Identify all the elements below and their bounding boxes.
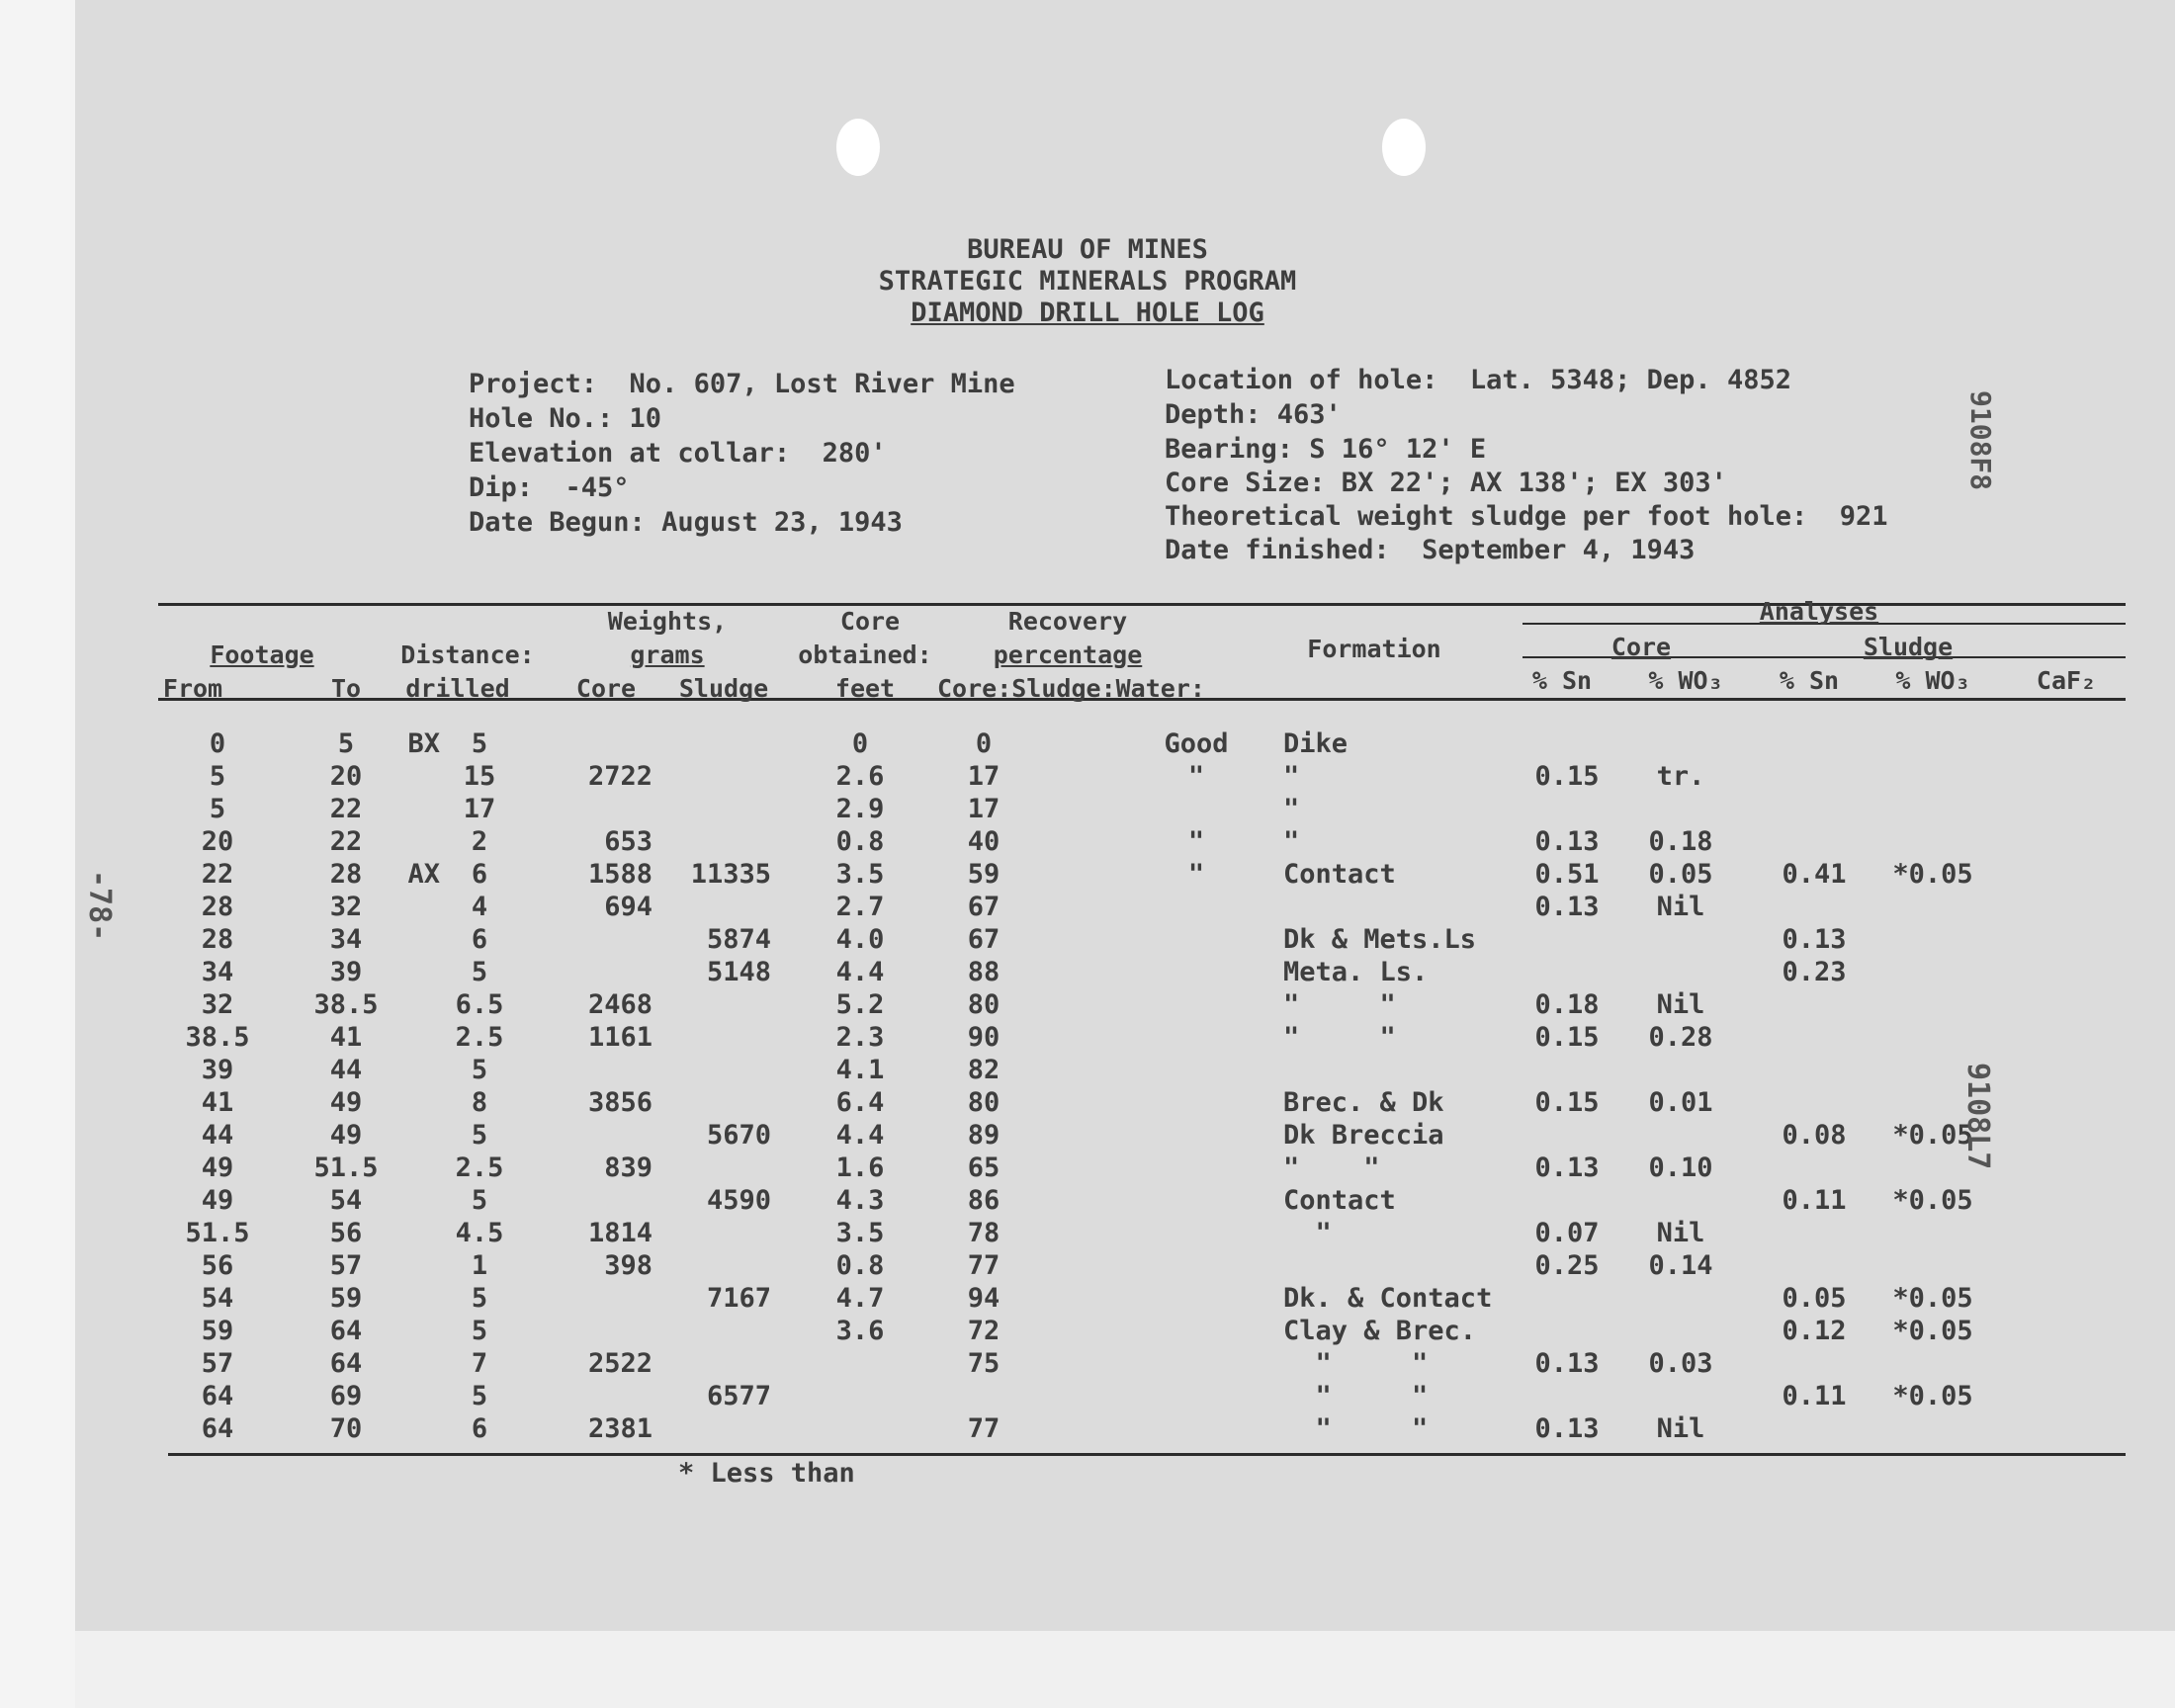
cell-swo3: *0.05: [1892, 1185, 1973, 1216]
cell-feet: 4.3: [835, 1185, 885, 1216]
header-log-title: DIAMOND DRILL HOLE LOG: [911, 298, 1264, 328]
cell-water: ": [1187, 859, 1205, 890]
cell-form: Contact: [1283, 859, 1396, 890]
cell-to: 22: [329, 794, 363, 824]
cell-wcore: 2722: [587, 761, 652, 792]
col-from: From: [162, 674, 223, 703]
cell-csn: 0.13: [1534, 892, 1600, 922]
cell-wcore: 2381: [587, 1413, 652, 1444]
cell-form: Brec. & Dk: [1283, 1087, 1444, 1118]
cell-form: Clay & Brec.: [1283, 1316, 1477, 1346]
cell-form: Meta. Ls.: [1283, 957, 1429, 987]
cell-rcore: 80: [967, 1087, 1000, 1118]
cell-feet: 0.8: [835, 1250, 885, 1281]
cell-dist: 5: [471, 1120, 488, 1151]
cell-to: 49: [329, 1120, 363, 1151]
scan-margin: [75, 1631, 2175, 1708]
cell-dist: 5: [471, 1283, 488, 1314]
cell-wcore: 694: [604, 892, 652, 922]
cell-form: Dike: [1283, 728, 1348, 759]
cell-cwo3: Nil: [1656, 1413, 1705, 1444]
cell-wcore: 1814: [587, 1218, 652, 1248]
cell-csn: 0.13: [1534, 826, 1600, 857]
cell-rcore: 82: [967, 1055, 1000, 1085]
cell-from: 49: [201, 1185, 234, 1216]
info-date-begun: Date Begun: August 23, 1943: [469, 507, 903, 538]
cell-form: ": [1283, 794, 1300, 824]
cell-to: 44: [329, 1055, 363, 1085]
cell-wcore: 1588: [587, 859, 652, 890]
cell-rcore: 67: [967, 924, 1000, 955]
cell-cwo3: 0.14: [1648, 1250, 1713, 1281]
cell-wsludge: 6577: [706, 1381, 771, 1411]
cell-feet: 1.6: [835, 1153, 885, 1183]
cell-feet: 4.4: [835, 957, 885, 987]
cell-from: 28: [201, 892, 234, 922]
cell-rcore: 89: [967, 1120, 1000, 1151]
cell-csn: 0.13: [1534, 1153, 1600, 1183]
stamp-number: 9108F8: [1964, 390, 1997, 491]
cell-ssn: 0.11: [1782, 1381, 1847, 1411]
col-drilled: drilled: [405, 674, 510, 703]
col-to: To: [330, 674, 362, 703]
cell-from: 5: [209, 794, 226, 824]
cell-wcore: 839: [604, 1153, 652, 1183]
cell-from: 22: [201, 859, 234, 890]
cell-feet: 5.2: [835, 989, 885, 1020]
punch-hole: [1382, 119, 1426, 176]
info-location: Location of hole: Lat. 5348; Dep. 4852: [1165, 365, 1791, 395]
col-analyses-sludge: Sludge: [1863, 633, 1954, 661]
cell-ssn: 0.13: [1782, 924, 1847, 955]
cell-cwo3: 0.10: [1648, 1153, 1713, 1183]
cell-form: ": [1283, 1218, 1332, 1248]
cell-dist: 17: [463, 794, 496, 824]
cell-dist: 8: [471, 1087, 488, 1118]
cell-csn: 0.15: [1534, 1022, 1600, 1053]
col-distance: Distance:: [400, 640, 535, 669]
cell-swo3: *0.05: [1892, 859, 1973, 890]
cell-dist: 2: [471, 826, 488, 857]
cell-feet: 0: [851, 728, 869, 759]
cell-csn: 0.51: [1534, 859, 1600, 890]
cell-from: 39: [201, 1055, 234, 1085]
col-analyses-core: Core: [1610, 633, 1672, 661]
cell-to: 20: [329, 761, 363, 792]
cell-rcore: 0: [975, 728, 993, 759]
cell-water: Good: [1164, 728, 1229, 759]
cell-from: 54: [201, 1283, 234, 1314]
cell-wcore: 653: [604, 826, 652, 857]
cell-feet: 4.4: [835, 1120, 885, 1151]
cell-csn: 0.15: [1534, 1087, 1600, 1118]
cell-dist: 2.5: [455, 1022, 504, 1053]
cell-ssn: 0.08: [1782, 1120, 1847, 1151]
cell-from: 38.5: [185, 1022, 250, 1053]
col-sludge-sn: % Sn: [1779, 666, 1840, 695]
info-bearing: Bearing: S 16° 12' E: [1165, 434, 1487, 465]
cell-to: 69: [329, 1381, 363, 1411]
cell-to: 56: [329, 1218, 363, 1248]
cell-wsludge: 11335: [690, 859, 771, 890]
table-bottom-rule: [168, 1453, 2126, 1456]
stamp-number: 9108L7: [1960, 1063, 1995, 1170]
cell-dist: 6: [471, 1413, 488, 1444]
cell-cwo3: Nil: [1656, 1218, 1705, 1248]
cell-wsludge: 5874: [706, 924, 771, 955]
cell-to: 64: [329, 1316, 363, 1346]
col-recovery-sub: Core:Sludge:Water:: [937, 674, 1205, 703]
cell-wcore: 2468: [587, 989, 652, 1020]
cell-wcore: 1161: [587, 1022, 652, 1053]
cell-dist: 5: [471, 1185, 488, 1216]
info-dip: Dip: -45°: [469, 472, 630, 503]
cell-feet: 4.1: [835, 1055, 885, 1085]
cell-from: 5: [209, 761, 226, 792]
cell-dist: 6.5: [455, 989, 504, 1020]
cell-feet: 2.3: [835, 1022, 885, 1053]
cell-form: " ": [1283, 1381, 1429, 1411]
header-program: STRATEGIC MINERALS PROGRAM: [878, 266, 1297, 297]
cell-feet: 2.9: [835, 794, 885, 824]
cell-to: 70: [329, 1413, 363, 1444]
col-percentage: percentage: [993, 640, 1143, 669]
cell-ssn: 0.11: [1782, 1185, 1847, 1216]
cell-feet: 3.5: [835, 1218, 885, 1248]
cell-from: 57: [201, 1348, 234, 1379]
cell-dist: 6: [471, 924, 488, 955]
cell-from: 41: [201, 1087, 234, 1118]
cell-cwo3: 0.03: [1648, 1348, 1713, 1379]
cell-wsludge: 5148: [706, 957, 771, 987]
cell-size: BX: [407, 728, 440, 759]
cell-feet: 3.6: [835, 1316, 885, 1346]
cell-dist: 5: [471, 1381, 488, 1411]
col-core-sn: % Sn: [1531, 666, 1593, 695]
cell-feet: 4.7: [835, 1283, 885, 1314]
cell-to: 54: [329, 1185, 363, 1216]
cell-from: 64: [201, 1413, 234, 1444]
cell-dist: 1: [471, 1250, 488, 1281]
cell-csn: 0.25: [1534, 1250, 1600, 1281]
cell-rcore: 94: [967, 1283, 1000, 1314]
cell-form: Dk. & Contact: [1283, 1283, 1493, 1314]
cell-rcore: 67: [967, 892, 1000, 922]
cell-csn: 0.07: [1534, 1218, 1600, 1248]
cell-to: 28: [329, 859, 363, 890]
info-date-finished: Date finished: September 4, 1943: [1165, 535, 1696, 565]
cell-ssn: 0.41: [1782, 859, 1847, 890]
cell-to: 41: [329, 1022, 363, 1053]
cell-rcore: 77: [967, 1413, 1000, 1444]
col-weight-sludge: Sludge: [678, 674, 769, 703]
cell-swo3: *0.05: [1892, 1381, 1973, 1411]
cell-from: 49: [201, 1153, 234, 1183]
cell-form: " ": [1283, 1348, 1429, 1379]
cell-to: 32: [329, 892, 363, 922]
cell-form: " ": [1283, 989, 1396, 1020]
footnote: * Less than: [678, 1458, 855, 1489]
cell-feet: 2.7: [835, 892, 885, 922]
cell-feet: 2.6: [835, 761, 885, 792]
cell-from: 0: [209, 728, 226, 759]
cell-form: ": [1283, 826, 1300, 857]
cell-from: 20: [201, 826, 234, 857]
col-grams: grams: [630, 640, 705, 669]
cell-form: " ": [1283, 1153, 1380, 1183]
cell-from: 64: [201, 1381, 234, 1411]
cell-rcore: 17: [967, 761, 1000, 792]
cell-feet: 0.8: [835, 826, 885, 857]
cell-dist: 5: [471, 1055, 488, 1085]
cell-to: 5: [337, 728, 355, 759]
cell-to: 64: [329, 1348, 363, 1379]
col-weight-core: Core: [575, 674, 637, 703]
cell-rcore: 88: [967, 957, 1000, 987]
cell-cwo3: 0.05: [1648, 859, 1713, 890]
cell-form: Dk & Mets.Ls: [1283, 924, 1477, 955]
cell-dist: 15: [463, 761, 496, 792]
cell-feet: 3.5: [835, 859, 885, 890]
cell-rcore: 80: [967, 989, 1000, 1020]
page-number: -78-: [82, 870, 117, 942]
cell-ssn: 0.23: [1782, 957, 1847, 987]
info-depth: Depth: 463': [1165, 399, 1342, 430]
cell-cwo3: 0.28: [1648, 1022, 1713, 1053]
col-footage: Footage: [210, 640, 314, 669]
info-elevation: Elevation at collar: 280': [469, 438, 887, 469]
cell-csn: 0.15: [1534, 761, 1600, 792]
cell-from: 34: [201, 957, 234, 987]
cell-rcore: 90: [967, 1022, 1000, 1053]
cell-dist: 7: [471, 1348, 488, 1379]
cell-to: 51.5: [313, 1153, 379, 1183]
cell-rcore: 78: [967, 1218, 1000, 1248]
cell-form: Dk Breccia: [1283, 1120, 1444, 1151]
cell-csn: 0.13: [1534, 1413, 1600, 1444]
cell-water: ": [1187, 826, 1205, 857]
cell-wcore: 2522: [587, 1348, 652, 1379]
cell-rcore: 77: [967, 1250, 1000, 1281]
cell-to: 38.5: [313, 989, 379, 1020]
cell-csn: 0.18: [1534, 989, 1600, 1020]
cell-from: 51.5: [185, 1218, 250, 1248]
cell-from: 59: [201, 1316, 234, 1346]
col-sludge-wo3: % WO₃: [1895, 666, 1970, 695]
col-recovery: Recovery: [1007, 607, 1128, 636]
cell-wcore: 398: [604, 1250, 652, 1281]
cell-from: 28: [201, 924, 234, 955]
col-feet: feet: [834, 674, 896, 703]
col-obtained: obtained:: [798, 640, 932, 669]
cell-feet: 4.0: [835, 924, 885, 955]
cell-rcore: 75: [967, 1348, 1000, 1379]
cell-form: " ": [1283, 1022, 1396, 1053]
cell-dist: 5: [471, 728, 488, 759]
cell-ssn: 0.05: [1782, 1283, 1847, 1314]
cell-to: 57: [329, 1250, 363, 1281]
cell-form: " ": [1283, 1413, 1429, 1444]
cell-size: AX: [407, 859, 440, 890]
cell-wsludge: 5670: [706, 1120, 771, 1151]
cell-cwo3: Nil: [1656, 989, 1705, 1020]
punch-hole: [836, 119, 880, 176]
col-weights: Weights,: [607, 607, 728, 636]
info-project: Project: No. 607, Lost River Mine: [469, 369, 1015, 399]
info-core-size: Core Size: BX 22'; AX 138'; EX 303': [1165, 468, 1727, 498]
cell-wsludge: 7167: [706, 1283, 771, 1314]
col-core: Core: [839, 607, 901, 636]
cell-rcore: 40: [967, 826, 1000, 857]
cell-to: 39: [329, 957, 363, 987]
cell-rcore: 65: [967, 1153, 1000, 1183]
cell-feet: 6.4: [835, 1087, 885, 1118]
cell-csn: 0.13: [1534, 1348, 1600, 1379]
cell-dist: 4: [471, 892, 488, 922]
cell-from: 44: [201, 1120, 234, 1151]
info-sludge-weight: Theoretical weight sludge per foot hole: 921: [1165, 501, 1888, 532]
cell-to: 59: [329, 1283, 363, 1314]
cell-rcore: 72: [967, 1316, 1000, 1346]
cell-to: 22: [329, 826, 363, 857]
cell-wcore: 3856: [587, 1087, 652, 1118]
cell-cwo3: tr.: [1656, 761, 1705, 792]
cell-dist: 2.5: [455, 1153, 504, 1183]
cell-rcore: 59: [967, 859, 1000, 890]
cell-wsludge: 4590: [706, 1185, 771, 1216]
cell-to: 49: [329, 1087, 363, 1118]
cell-swo3: *0.05: [1892, 1120, 1973, 1151]
cell-cwo3: 0.18: [1648, 826, 1713, 857]
cell-to: 34: [329, 924, 363, 955]
cell-from: 56: [201, 1250, 234, 1281]
cell-dist: 5: [471, 957, 488, 987]
cell-dist: 5: [471, 1316, 488, 1346]
cell-rcore: 17: [967, 794, 1000, 824]
cell-swo3: *0.05: [1892, 1283, 1973, 1314]
scan-margin: [0, 0, 75, 1708]
cell-rcore: 86: [967, 1185, 1000, 1216]
cell-cwo3: 0.01: [1648, 1087, 1713, 1118]
cell-dist: 6: [471, 859, 488, 890]
cell-water: ": [1187, 761, 1205, 792]
cell-swo3: *0.05: [1892, 1316, 1973, 1346]
cell-from: 32: [201, 989, 234, 1020]
cell-form: Contact: [1283, 1185, 1396, 1216]
col-formation: Formation: [1307, 635, 1441, 663]
cell-cwo3: Nil: [1656, 892, 1705, 922]
col-caf2: CaF₂: [2036, 666, 2097, 695]
header-bureau: BUREAU OF MINES: [967, 234, 1208, 265]
cell-dist: 4.5: [455, 1218, 504, 1248]
info-hole-no: Hole No.: 10: [469, 403, 662, 434]
cell-ssn: 0.12: [1782, 1316, 1847, 1346]
col-core-wo3: % WO₃: [1648, 666, 1723, 695]
cell-form: ": [1283, 761, 1300, 792]
col-analyses: Analyses: [1759, 597, 1879, 626]
